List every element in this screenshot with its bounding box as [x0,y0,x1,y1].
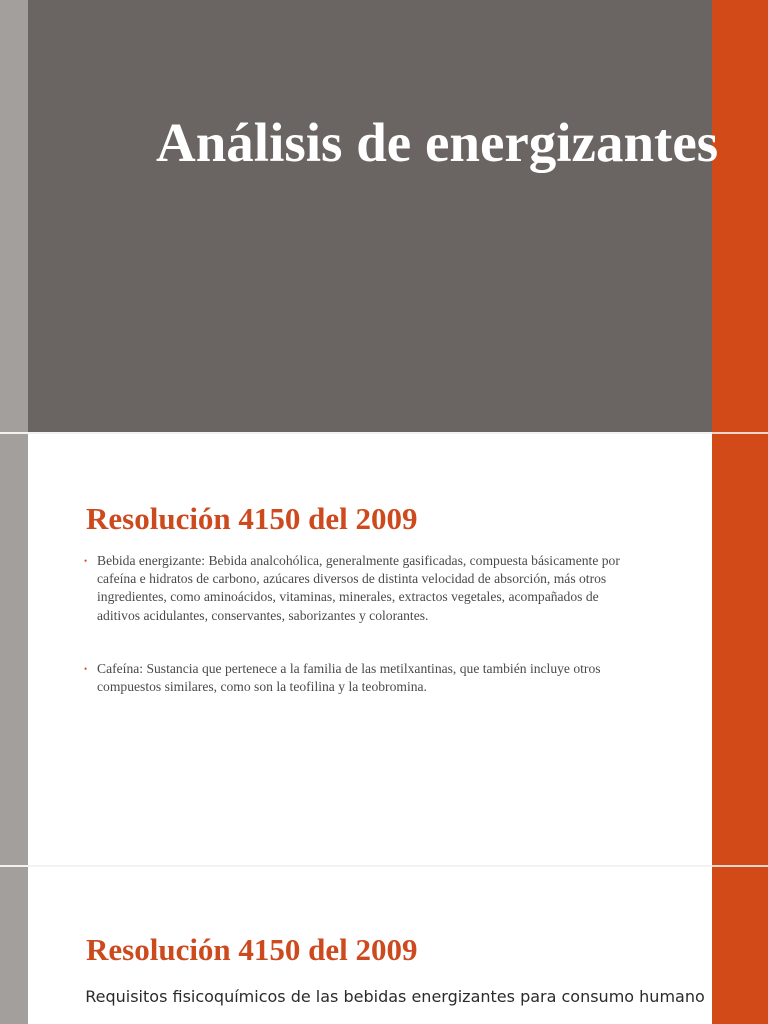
bullet-icon: • [84,556,88,566]
bullet-list [84,552,624,696]
left-accent-strip [0,867,28,1024]
slide-subheading: Requisitos fisicoquímicos de las bebidas energizantes para consumo humano [85,987,705,1006]
requirements-slide [0,867,768,1024]
right-accent-strip [712,0,768,432]
left-accent-strip [0,0,28,432]
title-panel [28,0,712,432]
right-accent-strip [712,434,768,865]
bullet-item-energy-drink [84,552,624,625]
slide-title: Análisis de energizantes [156,112,719,173]
slide-heading: Resolución 4150 del 2009 [86,501,418,536]
title-slide [0,0,768,432]
slide-heading: Resolución 4150 del 2009 [86,932,418,967]
definitions-slide [0,434,768,865]
bullet-item-caffeine [84,660,624,696]
bullet-icon: • [84,663,88,674]
bullet-text: Cafeína: Sustancia que pertenece a la familia de las metilxantinas, que también incluye otros compuestos similares, como son la teofilina y la teobromina. [97,660,601,695]
left-accent-strip [0,434,28,865]
bullet-text: Bebida energizante: Bebida analcohólica, generalmente gasificadas, compuesta básicamente por cafeína e hidratos de carbono, azúcares diversos de distinta velocidad de absorción, más otros ingredientes, como aminoácidos, vitaminas, minerales, extractos vegetales, acompañados de aditivos acidulantes, conservantes, saborizantes y colorantes. [97,553,620,623]
